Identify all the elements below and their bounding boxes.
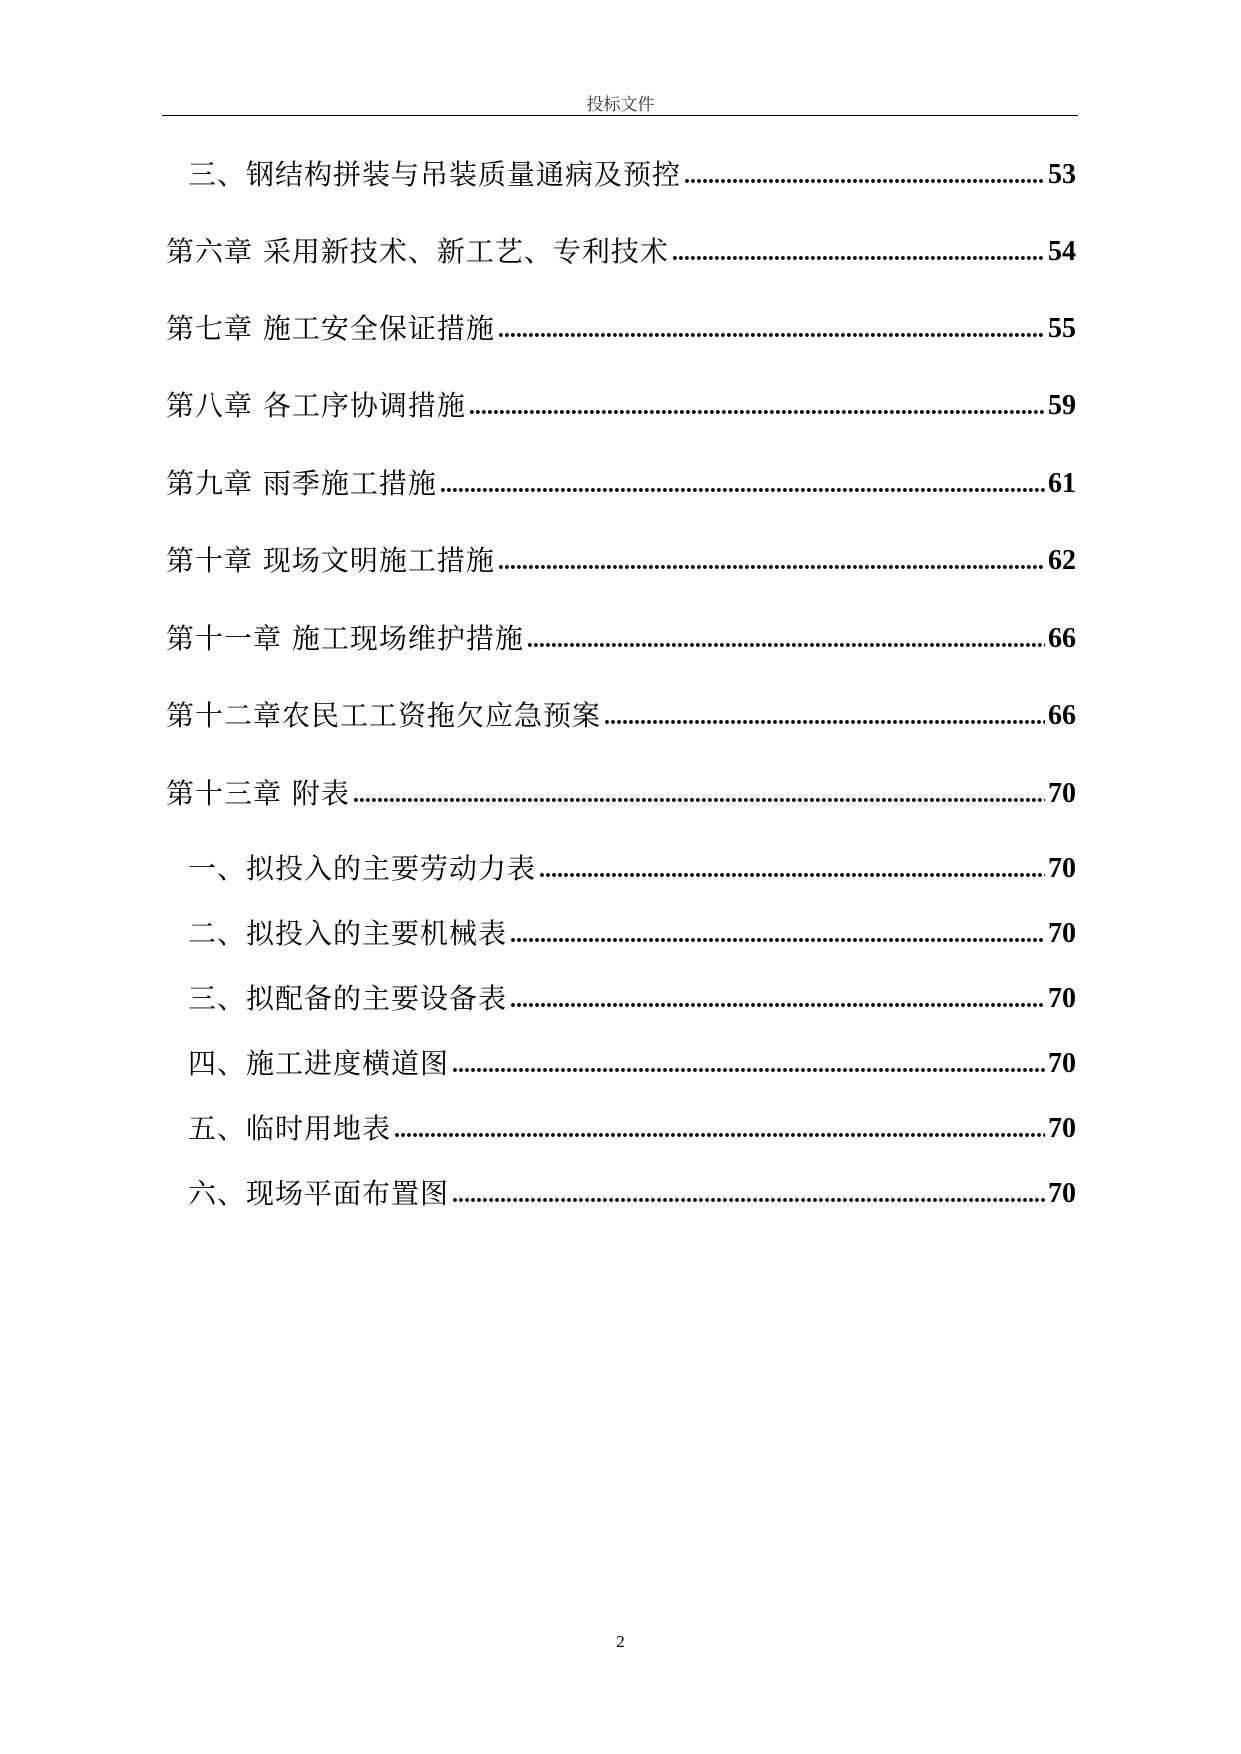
toc-entry[interactable] [188, 982, 1076, 1016]
toc-entry-label: 第九章 雨季施工措施 [166, 467, 437, 500]
toc-entry[interactable] [166, 699, 1076, 733]
toc-entry[interactable] [188, 158, 1076, 192]
toc-dot-leader [684, 158, 1045, 192]
toc-entry[interactable] [166, 467, 1076, 501]
toc-entry-page: 59 [1048, 390, 1076, 421]
toc-entry-label: 第七章 施工安全保证措施 [166, 312, 495, 345]
toc-entry-page: 66 [1048, 623, 1076, 654]
toc-entry[interactable] [166, 544, 1076, 578]
toc-entry[interactable] [166, 389, 1076, 423]
toc-entry-label: 一、拟投入的主要劳动力表 [188, 852, 537, 885]
toc-entry-label: 三、拟配备的主要设备表 [188, 982, 508, 1015]
toc-dot-leader [510, 917, 1045, 951]
toc-entry-page: 55 [1048, 313, 1076, 344]
toc-dot-leader [452, 1177, 1045, 1211]
toc-dot-leader [498, 544, 1045, 578]
toc-entry-label: 第十章 现场文明施工措施 [166, 544, 495, 577]
toc-dot-leader [394, 1112, 1045, 1146]
toc-entry[interactable] [188, 1112, 1076, 1146]
toc-entry-page: 54 [1048, 236, 1076, 267]
toc-entry-page: 62 [1048, 545, 1076, 576]
toc-entry-label: 三、钢结构拼装与吊装质量通病及预控 [188, 158, 682, 191]
toc-entry[interactable] [166, 312, 1076, 346]
toc-entry-label: 四、施工进度横道图 [188, 1047, 450, 1080]
toc-entry-page: 70 [1048, 918, 1076, 949]
toc-entry[interactable] [166, 622, 1076, 656]
toc-entry-label: 六、现场平面布置图 [188, 1177, 450, 1210]
toc-entry[interactable] [166, 777, 1076, 811]
toc-entry-page: 70 [1048, 1113, 1076, 1144]
toc-dot-leader [510, 982, 1045, 1016]
toc-entry-label: 五、临时用地表 [188, 1112, 392, 1145]
toc-entry-page: 53 [1048, 159, 1076, 190]
page-number: 2 [616, 1632, 625, 1651]
toc-entry-page: 61 [1048, 468, 1076, 499]
toc-entry[interactable] [188, 1177, 1076, 1211]
toc-dot-leader [498, 312, 1045, 346]
toc-entry[interactable] [188, 1047, 1076, 1081]
toc-dot-leader [672, 235, 1045, 269]
toc-entry-label: 第八章 各工序协调措施 [166, 389, 466, 422]
toc-entry-label: 第十一章 施工现场维护措施 [166, 622, 524, 655]
toc-entry-page: 70 [1048, 853, 1076, 884]
toc-entry-page: 70 [1048, 1048, 1076, 1079]
toc-entry-label: 第十三章 附表 [166, 777, 350, 810]
toc-dot-leader [527, 622, 1045, 656]
toc-entry-label: 第十二章农民工工资拖欠应急预案 [166, 699, 602, 732]
toc-dot-leader [604, 699, 1045, 733]
toc-entry-page: 70 [1048, 1178, 1076, 1209]
toc-dot-leader [440, 467, 1045, 501]
toc-dot-leader [469, 389, 1045, 423]
toc-entry-label: 第六章 采用新技术、新工艺、专利技术 [166, 235, 669, 268]
toc-entry[interactable] [188, 917, 1076, 951]
header-title: 投标文件 [586, 95, 655, 115]
toc-entry[interactable] [188, 852, 1076, 886]
toc-entry-page: 70 [1048, 778, 1076, 809]
toc-dot-leader [353, 777, 1045, 811]
header-divider [162, 115, 1078, 116]
toc-entry-label: 二、拟投入的主要机械表 [188, 917, 508, 950]
toc-entry[interactable] [166, 235, 1076, 269]
toc-dot-leader [452, 1047, 1045, 1081]
toc-dot-leader [539, 852, 1045, 886]
toc-entry-page: 70 [1048, 983, 1076, 1014]
toc-entry-page: 66 [1048, 700, 1076, 731]
